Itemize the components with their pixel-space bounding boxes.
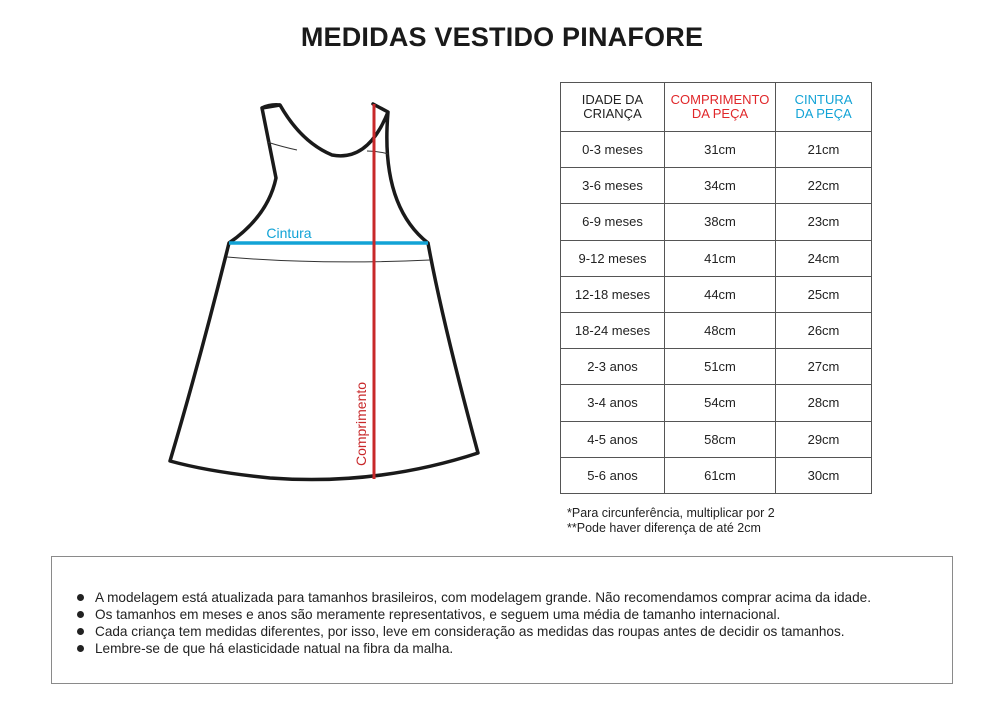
cell-length: 54cm	[665, 385, 776, 421]
footnote: *Para circunferência, multiplicar por 2	[567, 506, 775, 520]
cell-age: 3-4 anos	[561, 385, 665, 421]
cell-age: 6-9 meses	[561, 204, 665, 240]
cell-length: 41cm	[665, 240, 776, 276]
cell-length: 58cm	[665, 421, 776, 457]
info-list	[77, 589, 871, 657]
table-row	[561, 276, 872, 312]
footnotes	[567, 506, 775, 536]
cell-length: 44cm	[665, 276, 776, 312]
footnote: **Pode haver diferença de até 2cm	[567, 521, 761, 535]
page-title: MEDIDAS VESTIDO PINAFORE	[300, 22, 704, 52]
header-length: COMPRIMENTO DA PEÇA	[665, 83, 776, 132]
cell-waist: 26cm	[776, 312, 872, 348]
table-row	[561, 168, 872, 204]
cell-waist: 22cm	[776, 168, 872, 204]
bullet-icon	[77, 594, 84, 601]
info-item: Lembre-se de que há elasticidade natual na fibra da malha.	[77, 640, 871, 657]
table-row	[561, 204, 872, 240]
cell-age: 3-6 meses	[561, 168, 665, 204]
cell-age: 18-24 meses	[561, 312, 665, 348]
info-item: Os tamanhos em meses e anos são meramente representativos, e seguem uma média de tamanho internacional.	[77, 606, 871, 623]
cell-waist: 30cm	[776, 457, 872, 493]
cell-waist: 24cm	[776, 240, 872, 276]
cell-age: 5-6 anos	[561, 457, 665, 493]
table-row	[561, 457, 872, 493]
dress-illustration	[150, 90, 480, 490]
cell-waist: 21cm	[776, 132, 872, 168]
cell-waist: 29cm	[776, 421, 872, 457]
bullet-icon	[77, 645, 84, 652]
cell-length: 38cm	[665, 204, 776, 240]
skirt-seam	[227, 257, 430, 262]
cell-age: 12-18 meses	[561, 276, 665, 312]
cell-length: 31cm	[665, 132, 776, 168]
table-row	[561, 349, 872, 385]
cell-waist: 25cm	[776, 276, 872, 312]
table-row	[561, 421, 872, 457]
table-header-row	[561, 83, 872, 132]
strap-seam-right	[367, 151, 388, 154]
info-box	[51, 556, 953, 684]
header-waist: CINTURA DA PEÇA	[776, 83, 872, 132]
cell-waist: 27cm	[776, 349, 872, 385]
waist-label: Cintura	[266, 225, 312, 241]
cell-length: 48cm	[665, 312, 776, 348]
cell-age: 2-3 anos	[561, 349, 665, 385]
size-table	[560, 82, 872, 494]
header-age: IDADE DA CRIANÇA	[561, 83, 665, 132]
bullet-icon	[77, 611, 84, 618]
cell-waist: 28cm	[776, 385, 872, 421]
cell-length: 61cm	[665, 457, 776, 493]
info-item: Cada criança tem medidas diferentes, por isso, leve em consideração as medidas das roupas antes de decidir os tamanhos.	[77, 623, 871, 640]
cell-age: 0-3 meses	[561, 132, 665, 168]
table-row	[561, 132, 872, 168]
cell-waist: 23cm	[776, 204, 872, 240]
info-item: A modelagem está atualizada para tamanhos brasileiros, com modelagem grande. Não recomendamos comprar acima da idade.	[77, 589, 871, 606]
cell-length: 51cm	[665, 349, 776, 385]
length-label: Comprimento	[353, 381, 369, 466]
table-row	[561, 385, 872, 421]
cell-age: 9-12 meses	[561, 240, 665, 276]
table-row	[561, 240, 872, 276]
cell-length: 34cm	[665, 168, 776, 204]
dress-outline	[170, 104, 478, 480]
table-row	[561, 312, 872, 348]
cell-age: 4-5 anos	[561, 421, 665, 457]
bullet-icon	[77, 628, 84, 635]
